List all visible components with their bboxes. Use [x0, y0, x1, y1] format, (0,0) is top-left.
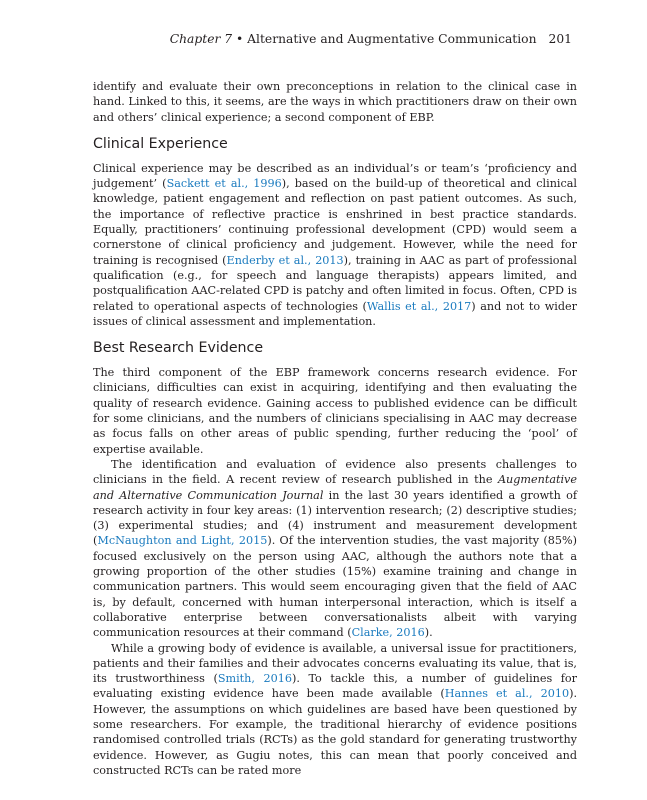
heading-clinical-experience: Clinical Experience — [93, 135, 228, 152]
text-run: While a growing body of evidence is available, a universal issue for practitioners, patients and their families and their advocates concerns evaluating its value, that is, its trustworthiness ( — [93, 641, 577, 686]
citation-link[interactable]: Hannes et al., 2010 — [444, 687, 570, 701]
journal-title: Augmentative and Alternative Communication Journal — [93, 473, 577, 502]
research-paragraph-1: The third component of the EBP framework concerns research evidence. For clinicians, difficulties can exist in acquiring, identifying and then evaluating the quality of research evidence. Gaining access to published evidence can be difficult for some clinicians, and the numbers of clinicians specialising in AAC may decrease as focus falls on other areas of public spending, further reducing the ‘pool’ of expertise available. — [93, 366, 577, 456]
citation-link[interactable]: Enderby et al., 2013 — [226, 253, 344, 267]
header-bullet: • — [232, 32, 248, 46]
text-run: ), based on the build-up of theoretical and clinical knowledge, patient engagement and reflection on past patient outcomes. As such, the importance of reflective practice is enshrined in best practice standards. Equally, practitioners’ continuing professional development (CPD) would seem a cornerstone of clinical proficiency and judgement. However, while the need for training is recognised ( — [93, 177, 578, 267]
text-run: ) and not to wider issues of clinical assessment and implementation. — [93, 299, 577, 328]
clinical-paragraph — [93, 161, 577, 329]
page-body — [93, 79, 577, 778]
citation-link[interactable]: Wallis et al., 2017 — [366, 299, 472, 313]
citation-link[interactable]: McNaughton and Light, 2015 — [97, 534, 268, 548]
citation-link[interactable]: Sackett et al., 1996 — [166, 177, 282, 191]
text-run: in the last 30 years identified a growth of research activity in four key areas: (1) intervention research; (2) descriptive studies; (3) experimental studies; and (4) instrument and measurement development ( — [93, 488, 577, 548]
text-run: ). — [424, 626, 433, 640]
page-number: 201 — [548, 32, 572, 46]
research-paragraph-2 — [93, 457, 577, 641]
chapter-label: Chapter 7 — [169, 32, 233, 46]
text-run: Clinical experience may be described as an individual’s or team’s ‘proficiency and judgement’ ( — [93, 161, 577, 191]
chapter-title: Alternative and Augmentative Communication — [247, 32, 537, 46]
citation-link[interactable]: Smith, 2016 — [217, 672, 292, 686]
text-run: ). However, the assumptions on which guidelines are based have been questioned by some researchers. For example, the traditional hierarchy of evidence positions randomised controlled trials (RCTs) as the gold standard for generating trustworthy evidence. However, as Gugiu notes, this can mean that poorly conceived and constructed RCTs can be rated more — [93, 687, 577, 777]
text-run: ), training in AAC as part of professional qualification (e.g., for speech and language therapists) appears limited, and postqualification AAC-related CPD is patchy and often limited in focus. Often, CPD is related to operational aspects of technologies ( — [93, 253, 577, 313]
citation-link[interactable]: Clarke, 2016 — [351, 626, 425, 640]
text-run: ). Of the intervention studies, the vast majority (85%) focused exclusively on the person using AAC, although the authors note that a growing proportion of the other studies (15%) examine training and change in communication partners. This would seem encouraging given that the field of AAC is, by default, concerned with human interpersonal interaction, which is itself a collaborative enterprise between conversationalists albeit with varying communication resources at their command ( — [93, 534, 577, 640]
running-head — [170, 31, 572, 47]
heading-best-research-evidence: Best Research Evidence — [93, 340, 264, 357]
text-run: ). To tackle this, a number of guidelines for evaluating existing evidence have been made available ( — [93, 672, 577, 701]
text-run: The identification and evaluation of evidence also presents challenges to clinicians in the field. A recent review of research published in the — [93, 457, 577, 487]
intro-paragraph: identify and evaluate their own preconceptions in relation to the clinical case in hand. Linked to this, it seems, are the ways in which practitioners draw on their own and others’ clinical experience; a second component of EBP. — [93, 80, 577, 124]
research-paragraph-3 — [93, 641, 577, 779]
